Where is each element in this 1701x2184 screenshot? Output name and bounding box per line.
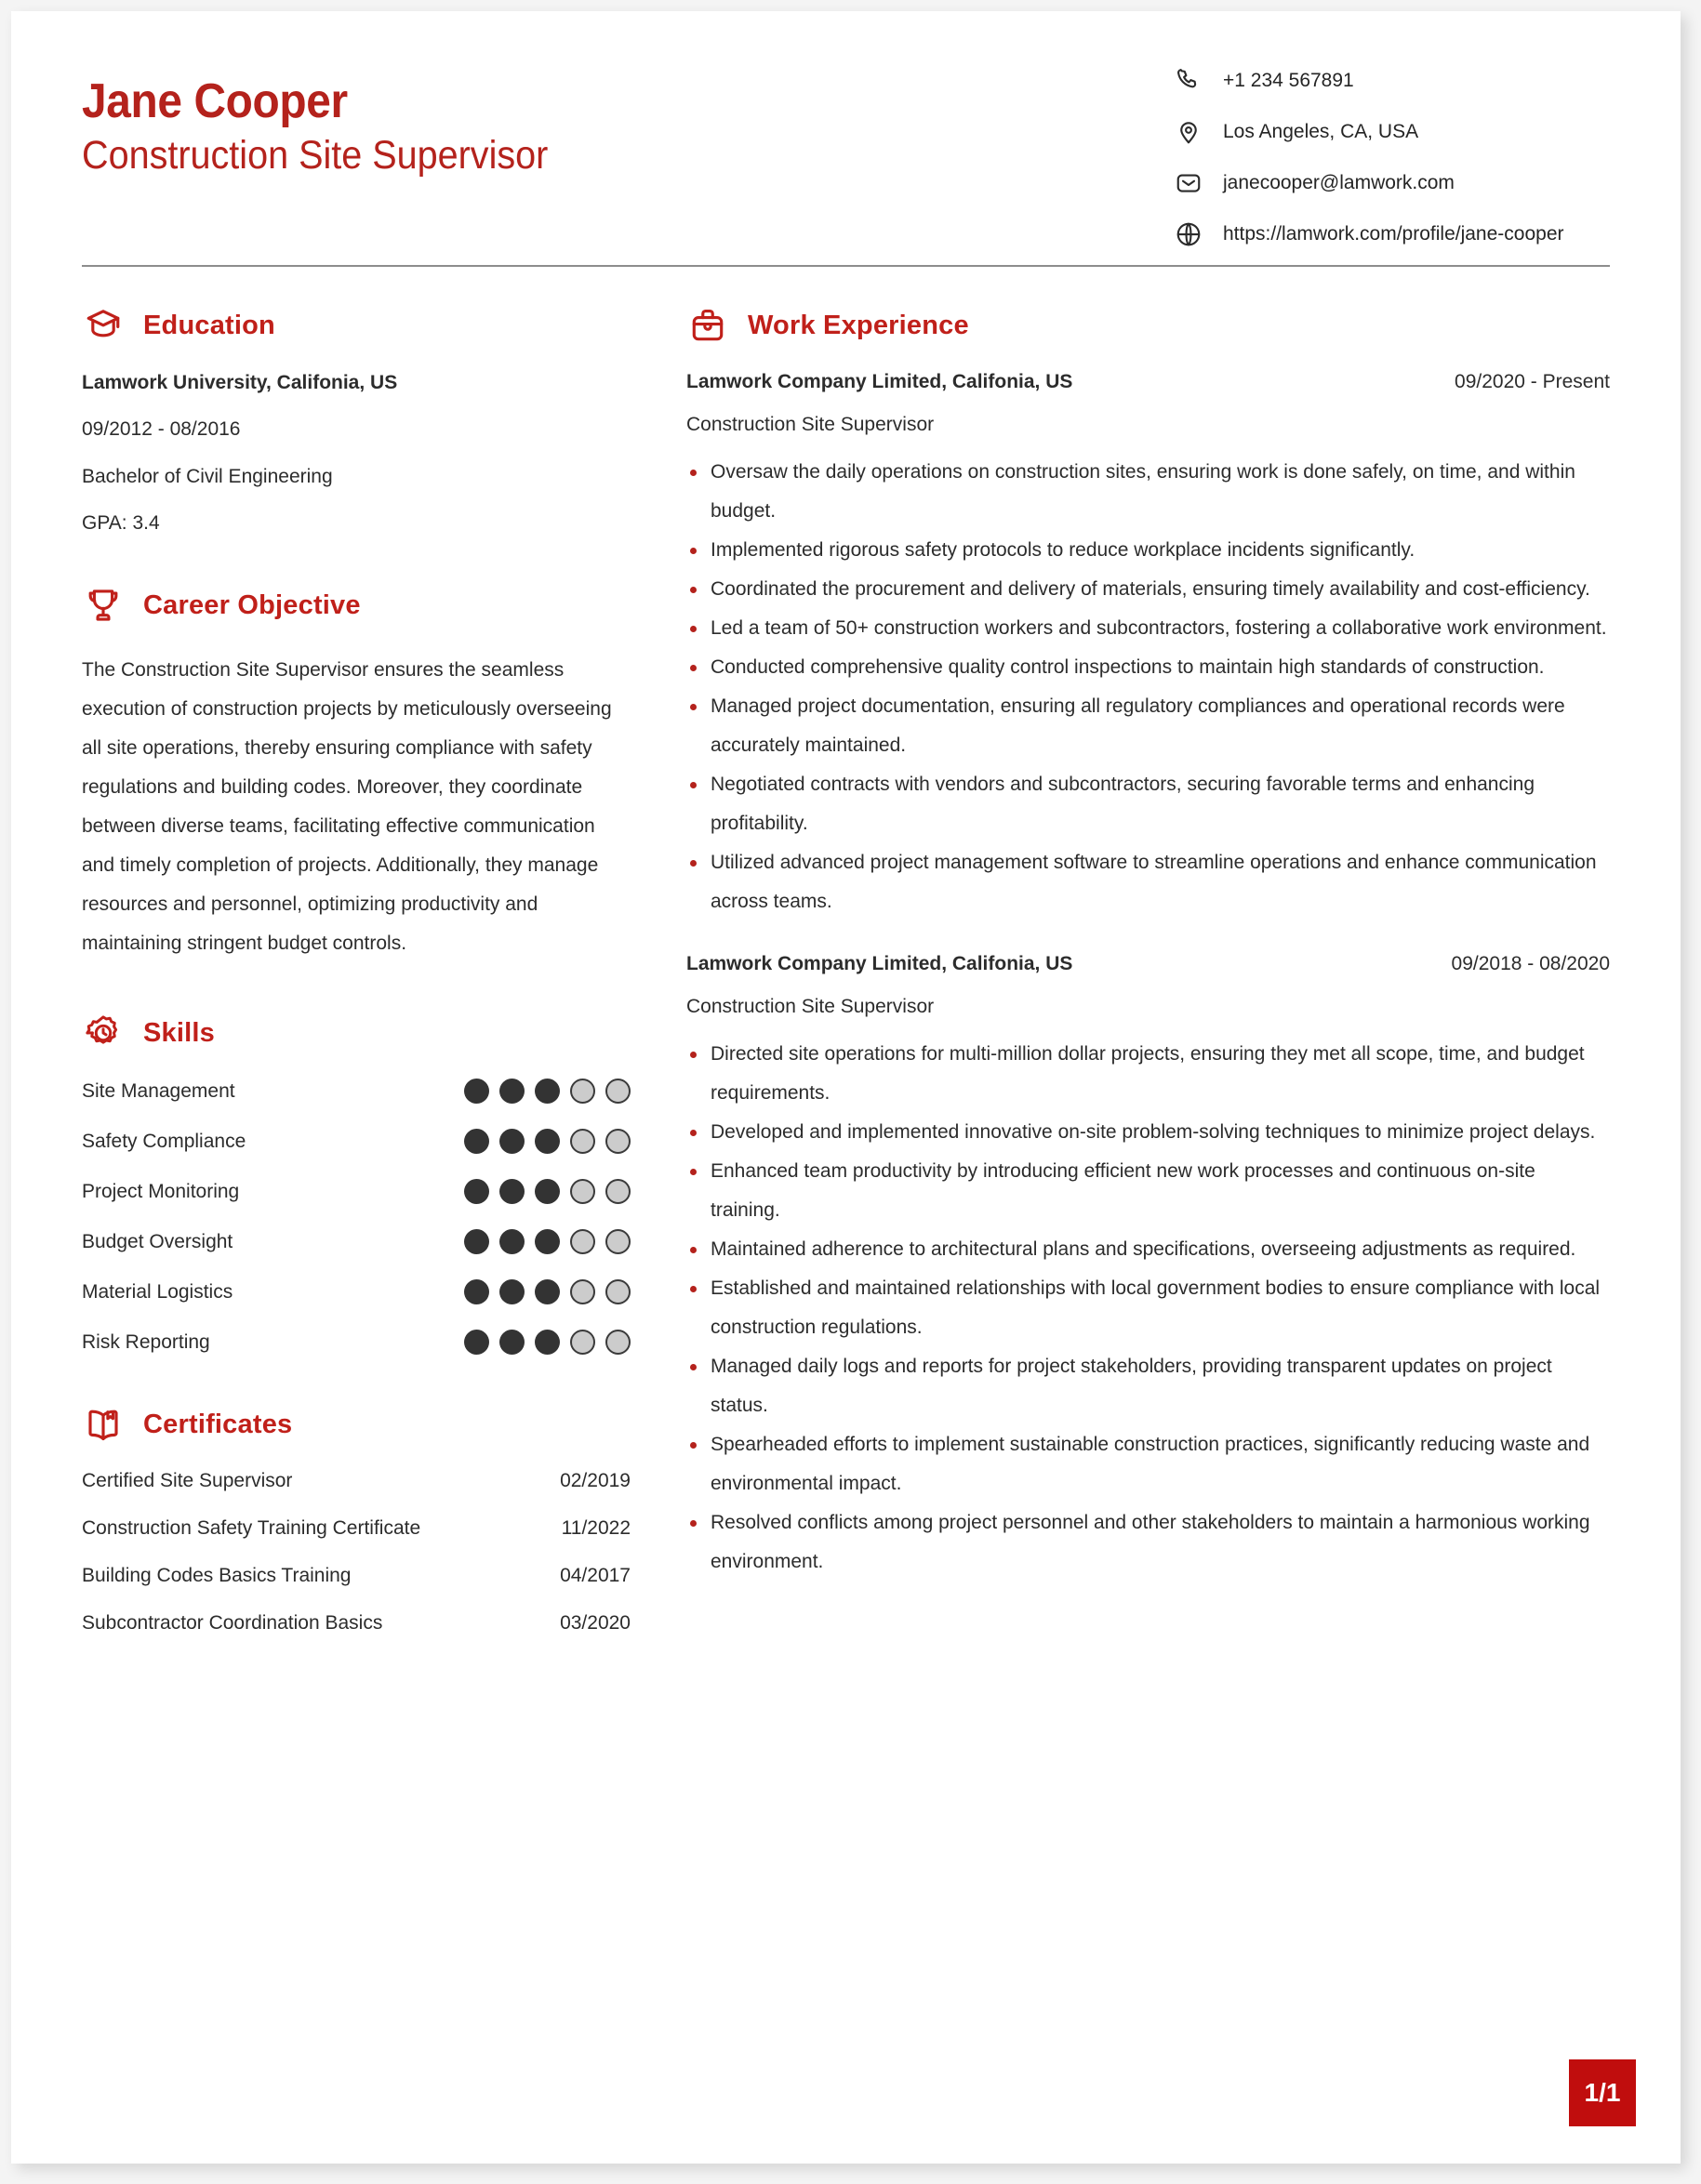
job-header (686, 953, 1610, 975)
graduation-cap-icon (82, 304, 125, 347)
section-work-experience-title: Work Experience (748, 310, 969, 340)
right-column (658, 304, 1610, 1635)
certificate-row (82, 1565, 631, 1587)
contact-email-text: janecooper@lamwork.com (1223, 172, 1455, 193)
contact-location-text: Los Angeles, CA, USA (1223, 121, 1419, 142)
education-gpa: GPA: 3.4 (82, 511, 160, 534)
section-certificates-title: Certificates (143, 1409, 293, 1439)
section-career-objective-header (82, 584, 631, 627)
job-entry (686, 953, 1610, 1582)
skill-row (82, 1179, 631, 1204)
education-organization: Lamwork University, Califonia, US (82, 372, 398, 393)
rating-dot-empty (570, 1279, 595, 1304)
job-bullet-list (686, 1035, 1610, 1582)
job-role: Construction Site Supervisor (686, 996, 935, 1017)
rating-dot-empty (570, 1229, 595, 1254)
envelope-icon (1173, 167, 1204, 199)
page-indicator-badge: 1/1 (1569, 2059, 1636, 2126)
skill-name: Safety Compliance (82, 1130, 246, 1152)
contact-website[interactable] (1173, 218, 1610, 250)
skill-rating (464, 1079, 631, 1104)
job-entry (686, 371, 1610, 921)
rating-dot-filled (535, 1330, 560, 1355)
job-bullet: Led a team of 50+ construction workers and subcontractors, fostering a collaborative work environment. (686, 609, 1610, 648)
job-bullet: Established and maintained relationships with local government bodies to ensure compliance with local construction regulations. (686, 1269, 1610, 1347)
job-bullet: Coordinated the procurement and delivery of materials, ensuring timely availability and cost-efficiency. (686, 570, 1610, 609)
page-title: Jane Cooper (82, 74, 348, 128)
skill-rating (464, 1330, 631, 1355)
jobs-list (686, 371, 1610, 1582)
resume-header (82, 60, 1610, 250)
section-career-objective (82, 584, 631, 963)
job-bullet: Conducted comprehensive quality control inspections to maintain high standards of construction. (686, 648, 1610, 687)
rating-dot-empty (570, 1330, 595, 1355)
skill-rating (464, 1279, 631, 1304)
rating-dot-filled (464, 1229, 489, 1254)
resume-body (82, 304, 1610, 1635)
left-column (82, 304, 658, 1635)
rating-dot-filled (464, 1279, 489, 1304)
rating-dot-filled (535, 1129, 560, 1154)
skill-name: Site Management (82, 1079, 235, 1102)
education-degree: Bachelor of Civil Engineering (82, 465, 333, 487)
open-book-icon (82, 1403, 125, 1446)
job-bullet: Oversaw the daily operations on construction sites, ensuring work is done safely, on time, and within budget. (686, 453, 1610, 531)
section-career-objective-title: Career Objective (143, 589, 361, 620)
rating-dot-filled (535, 1179, 560, 1204)
contact-website-text: https://lamwork.com/profile/jane-cooper (1223, 223, 1564, 245)
job-dates: 09/2020 - Present (1455, 371, 1610, 392)
skill-name: Risk Reporting (82, 1330, 210, 1353)
job-bullet: Negotiated contracts with vendors and subcontractors, securing favorable terms and enhancing profitability. (686, 765, 1610, 843)
rating-dot-empty (570, 1179, 595, 1204)
skill-row (82, 1279, 631, 1304)
rating-dot-empty (605, 1279, 631, 1304)
section-certificates (82, 1403, 631, 1635)
skill-name: Material Logistics (82, 1280, 233, 1303)
rating-dot-filled (464, 1129, 489, 1154)
rating-dot-empty (570, 1079, 595, 1104)
section-skills-title: Skills (143, 1017, 215, 1048)
rating-dot-empty (605, 1179, 631, 1204)
skill-row (82, 1330, 631, 1355)
job-role: Construction Site Supervisor (686, 414, 935, 435)
job-dates: 09/2018 - 08/2020 (1451, 953, 1610, 974)
skill-rating (464, 1229, 631, 1254)
job-title: Construction Site Supervisor (82, 132, 549, 178)
rating-dot-filled (464, 1079, 489, 1104)
skill-rating (464, 1179, 631, 1204)
gear-clock-icon (82, 1012, 125, 1054)
job-organization: Lamwork Company Limited, Califonia, US (686, 953, 1073, 974)
job-header (686, 371, 1610, 393)
certificate-name: Certified Site Supervisor (82, 1470, 293, 1491)
section-certificates-header (82, 1403, 631, 1446)
section-education-header (82, 304, 631, 347)
rating-dot-filled (499, 1279, 525, 1304)
briefcase-icon (686, 304, 729, 347)
skill-row (82, 1129, 631, 1154)
globe-icon (1173, 218, 1204, 250)
section-education-title: Education (143, 310, 275, 340)
skill-name: Budget Oversight (82, 1230, 233, 1252)
rating-dot-filled (499, 1330, 525, 1355)
section-skills-header (82, 1012, 631, 1054)
certificate-date: 11/2022 (561, 1517, 631, 1539)
contact-email[interactable] (1173, 167, 1610, 199)
rating-dot-filled (535, 1229, 560, 1254)
job-bullet: Resolved conflicts among project personnel and other stakeholders to maintain a harmonious working environment. (686, 1503, 1610, 1582)
contact-location[interactable] (1173, 116, 1610, 148)
section-education (82, 304, 631, 536)
section-skills (82, 1012, 631, 1355)
rating-dot-filled (499, 1179, 525, 1204)
rating-dot-filled (535, 1079, 560, 1104)
job-bullet: Spearheaded efforts to implement sustainable construction practices, significantly reducing waste and environmental impact. (686, 1425, 1610, 1503)
job-bullet: Maintained adherence to architectural plans and specifications, overseeing adjustments as required. (686, 1230, 1610, 1269)
job-organization: Lamwork Company Limited, Califonia, US (686, 371, 1073, 392)
job-bullet: Utilized advanced project management software to streamline operations and enhance communication across teams. (686, 843, 1610, 921)
section-work-experience-header (686, 304, 1610, 347)
rating-dot-empty (605, 1129, 631, 1154)
certificate-row (82, 1470, 631, 1492)
skill-row (82, 1229, 631, 1254)
job-bullet: Enhanced team productivity by introducing efficient new work processes and continuous on-site training. (686, 1152, 1610, 1230)
rating-dot-filled (499, 1129, 525, 1154)
rating-dot-filled (535, 1279, 560, 1304)
certificate-name: Construction Safety Training Certificate (82, 1517, 421, 1539)
rating-dot-filled (499, 1229, 525, 1254)
rating-dot-empty (605, 1330, 631, 1355)
skill-row (82, 1079, 631, 1104)
location-pin-icon (1173, 116, 1204, 148)
header-divider (82, 265, 1610, 267)
contact-phone[interactable] (1173, 65, 1610, 97)
certificate-name: Subcontractor Coordination Basics (82, 1612, 383, 1634)
rating-dot-empty (605, 1079, 631, 1104)
rating-dot-empty (605, 1229, 631, 1254)
identity-block (82, 60, 589, 180)
section-work-experience (686, 304, 1610, 1582)
rating-dot-filled (464, 1179, 489, 1204)
job-bullet: Implemented rigorous safety protocols to reduce workplace incidents significantly. (686, 531, 1610, 570)
skill-name: Project Monitoring (82, 1180, 240, 1202)
job-bullet: Directed site operations for multi-million dollar projects, ensuring they met all scope, time, and budget requirements. (686, 1035, 1610, 1113)
contact-list (1173, 60, 1610, 250)
rating-dot-empty (570, 1129, 595, 1154)
phone-icon (1173, 65, 1204, 97)
job-bullet-list (686, 453, 1610, 921)
career-objective-text: The Construction Site Supervisor ensures the seamless execution of construction projects by meticulously overseeing all site operations, thereby ensuring compliance with safety regulations and building codes. Moreover, they coordinate between diverse teams, facilitating effective communication and timely completion of projects. Additionally, they manage resources and personnel, optimizing productivity and maintaining stringent budget controls. (82, 659, 612, 954)
certificate-date: 03/2020 (560, 1612, 631, 1634)
resume-sheet (11, 11, 1681, 2164)
job-bullet: Managed project documentation, ensuring all regulatory compliances and operational records were accurately maintained. (686, 687, 1610, 765)
job-bullet: Developed and implemented innovative on-site problem-solving techniques to minimize project delays. (686, 1113, 1610, 1152)
education-dates: 09/2012 - 08/2016 (82, 418, 241, 441)
trophy-icon (82, 584, 125, 627)
rating-dot-filled (464, 1330, 489, 1355)
certificate-row (82, 1612, 631, 1635)
job-bullet: Managed daily logs and reports for project stakeholders, providing transparent updates on project status. (686, 1347, 1610, 1425)
certificates-list (82, 1470, 631, 1635)
rating-dot-filled (499, 1079, 525, 1104)
skill-rating (464, 1129, 631, 1154)
certificate-date: 02/2019 (560, 1470, 631, 1491)
certificate-name: Building Codes Basics Training (82, 1565, 352, 1586)
certificate-date: 04/2017 (560, 1565, 631, 1586)
certificate-row (82, 1517, 631, 1540)
contact-phone-text: +1 234 567891 (1223, 70, 1354, 91)
skills-list (82, 1079, 631, 1355)
